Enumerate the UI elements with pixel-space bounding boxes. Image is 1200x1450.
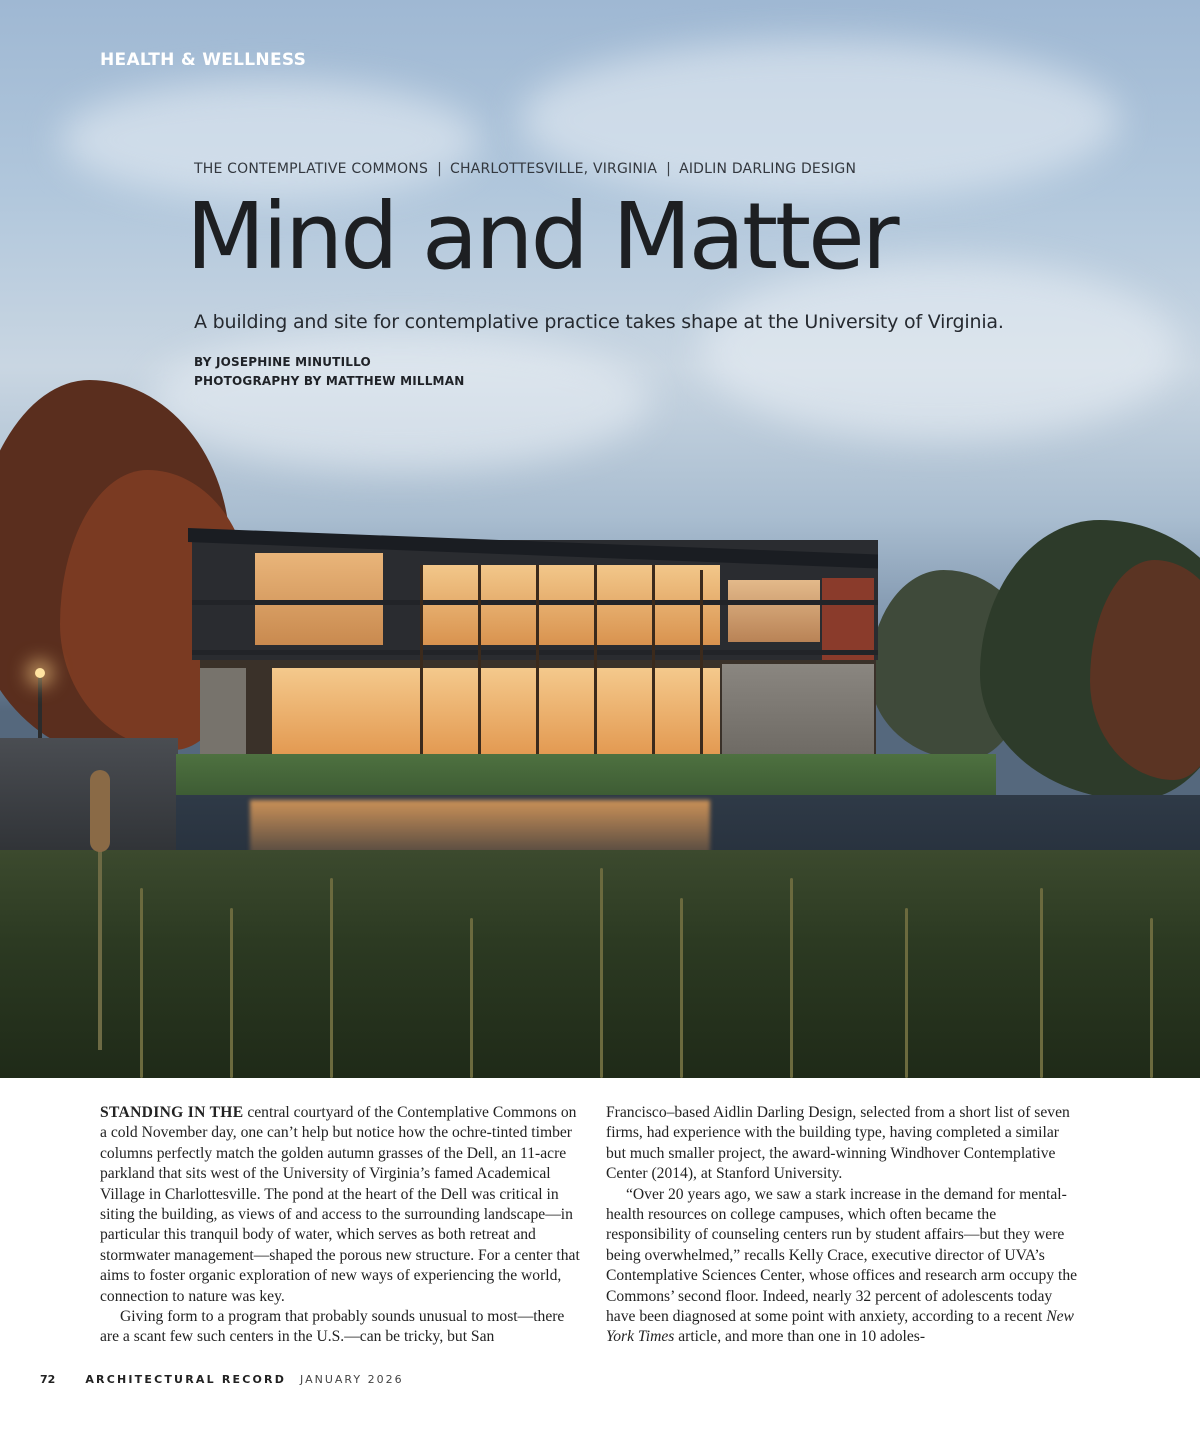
project-location: CHARLOTTESVILLE, VIRGINIA [449, 161, 658, 177]
project-firm: AIDLIN DARLING DESIGN [679, 161, 857, 177]
paragraph-text: “Over 20 years ago, we saw a stark increase in the demand for mental-health resources on college campuses, which often became the responsibility of counseling centers run by student affairs—but they were being overwhelmed,” recalls Kelly Crace, executive director of UVA’s Contemplative Sciences Center, whose offices and research arm occupy the Commons’ second floor. Indeed, nearly 32 percent of adolescents today have been diagnosed at some point with anxiety, according to a recent [606, 1185, 1078, 1326]
publication-name: New York Times [606, 1308, 1074, 1346]
body-column-left [100, 1103, 582, 1348]
page-number: 72 [40, 1373, 56, 1386]
photo-credit: PHOTOGRAPHY BY MATTHEW MILLMAN [194, 374, 465, 388]
issue-date: JANUARY 2026 [300, 1373, 404, 1386]
body-column-right [606, 1103, 1082, 1348]
byline: BY JOSEPHINE MINUTILLO [194, 355, 371, 369]
body-paragraph [100, 1103, 582, 1307]
paragraph-text: article, and more than one in 10 adoles- [678, 1328, 926, 1346]
body-paragraph [606, 1185, 1082, 1348]
project-name: THE CONTEMPLATIVE COMMONS [194, 161, 429, 177]
body-paragraph: Francisco–based Aidlin Darling Design, selected from a short list of seven firms, had experience with the building type, having completed a similar but much smaller project, the award-winning Windhover Contemplative Center (2014), at Stanford University. [606, 1104, 1070, 1183]
page-footer [40, 1373, 404, 1386]
article-title: Mind and Matter [186, 183, 897, 290]
credits [194, 353, 464, 391]
magazine-name: ARCHITECTURAL RECORD [85, 1373, 287, 1386]
body-paragraph: Giving form to a program that probably sounds unusual to most—there are a scant few such centers in the U.S.—can be tricky, but San [100, 1308, 565, 1346]
project-line [194, 161, 856, 177]
paragraph-text: central courtyard of the Contemplative Commons on a cold November day, one can’t help but notice how the ochre-tinted timber columns perfectly match the golden autumn grasses of the Dell, an 11-acre parkland that sits west of the University of Virginia’s famed Academical Village in Charlottesville. The pond at the heart of the Dell was critical in siting the building, as views of and access to the surrounding landscape—in particular this tranquil body of water, which serves as both retreat and stormwater management—shaped the porous new structure. For a center that aims to foster organic exploration of new ways of experiencing the world, connection to nature was key. [100, 1104, 580, 1305]
separator: | [437, 161, 442, 177]
separator: | [666, 161, 672, 177]
article-dek: A building and site for contemplative practice takes shape at the University of Virginia. [194, 311, 1004, 333]
section-label: HEALTH & WELLNESS [100, 50, 307, 70]
lead-in: STANDING IN THE [100, 1104, 244, 1121]
